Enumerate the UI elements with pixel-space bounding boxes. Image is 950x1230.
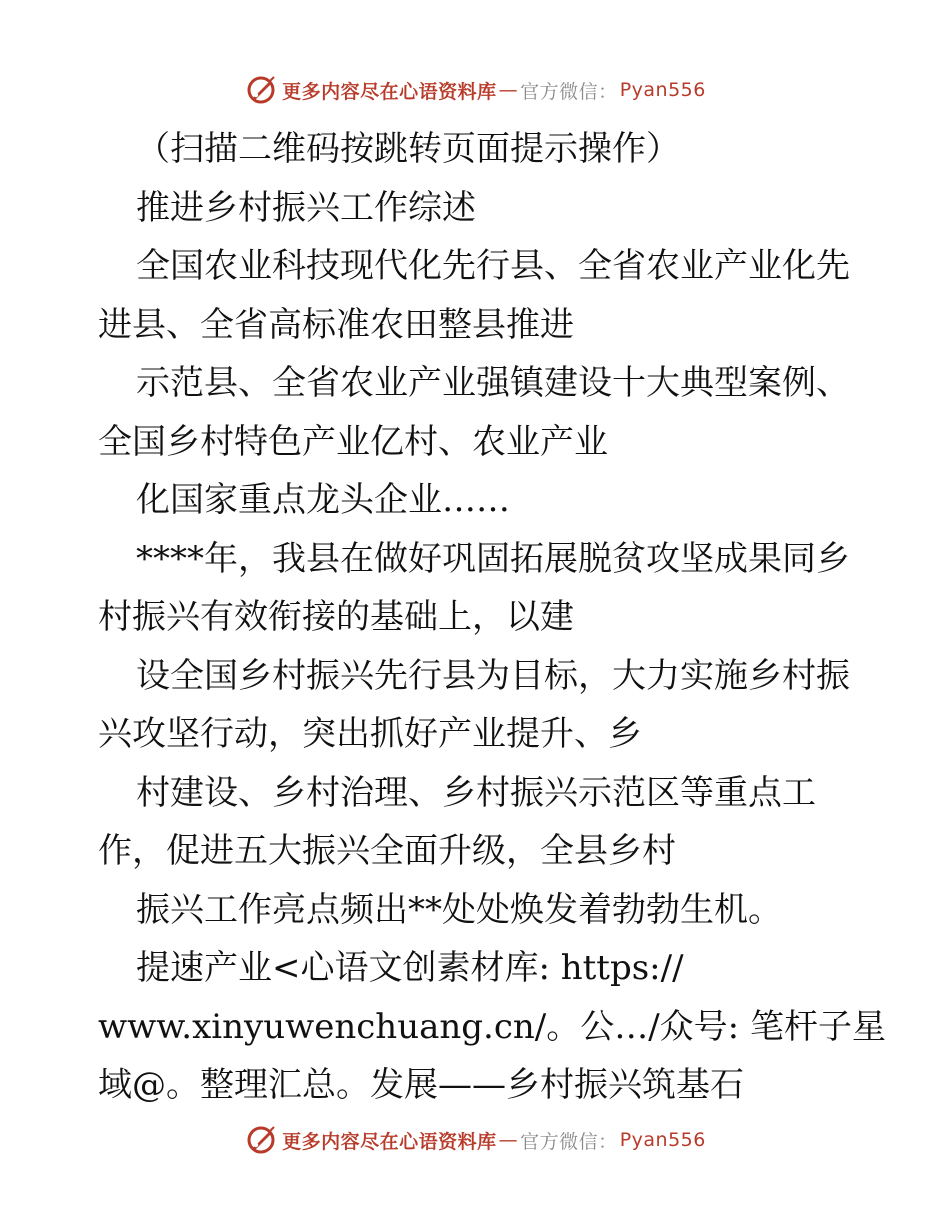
- banner-brand-text: 更多内容尽在心语资料库: [282, 80, 497, 103]
- text-line: 进县、全省高标准农田整县推进: [98, 304, 574, 345]
- banner-brand-text: 更多内容尽在心语资料库: [282, 1130, 497, 1153]
- banner-separator: —: [498, 1129, 519, 1151]
- text-line: 作，促进五大振兴全面升级，全县乡村: [98, 831, 676, 871]
- text-line: www.xinyuwenchuang.cn/。公…/众号: 笔杆子星: [98, 1006, 886, 1047]
- banner-official-label: 官方微信：: [520, 80, 618, 103]
- banner-wechat-id: Pyan556: [619, 1129, 706, 1151]
- text-line: 振兴工作亮点频出**处处焕发着勃勃生机。: [136, 889, 782, 930]
- quill-pen-logo-icon: [244, 1123, 278, 1157]
- banner-wechat-id: Pyan556: [619, 79, 706, 101]
- header-banner: [0, 70, 950, 110]
- text-line: 设全国乡村振兴先行县为目标，大力实施乡村振: [136, 655, 850, 696]
- text-line: 村振兴有效衔接的基础上，以建: [98, 597, 574, 637]
- text-line: ****年，我县在做好巩固拓展脱贫攻坚成果同乡: [136, 538, 850, 579]
- text-line: 村建设、乡村治理、乡村振兴示范区等重点工: [136, 772, 816, 813]
- text-line: 示范县、全省农业产业强镇建设十大典型案例、: [136, 363, 850, 403]
- banner-official-label: 官方微信：: [520, 1130, 618, 1153]
- text-line: 推进乡村振兴工作综述: [136, 187, 476, 228]
- banner-separator: —: [498, 79, 519, 101]
- text-line: 域@。整理汇总。发展——乡村振兴筑基石: [98, 1065, 744, 1105]
- document-body: [98, 120, 886, 1115]
- quill-pen-logo-icon: [244, 73, 278, 107]
- footer-banner: [0, 1120, 950, 1160]
- text-line: 全国乡村特色产业亿村、农业产业: [98, 421, 608, 462]
- text-line: 化国家重点龙头企业……: [136, 480, 510, 520]
- text-line: 提速产业<心语文创素材库: https://: [136, 948, 684, 988]
- text-line: 兴攻坚行动，突出抓好产业提升、乡: [98, 714, 642, 754]
- text-line: 全国农业科技现代化先行县、全省农业产业化先: [136, 246, 850, 286]
- text-line: （扫描二维码按跳转页面提示操作）: [136, 129, 680, 169]
